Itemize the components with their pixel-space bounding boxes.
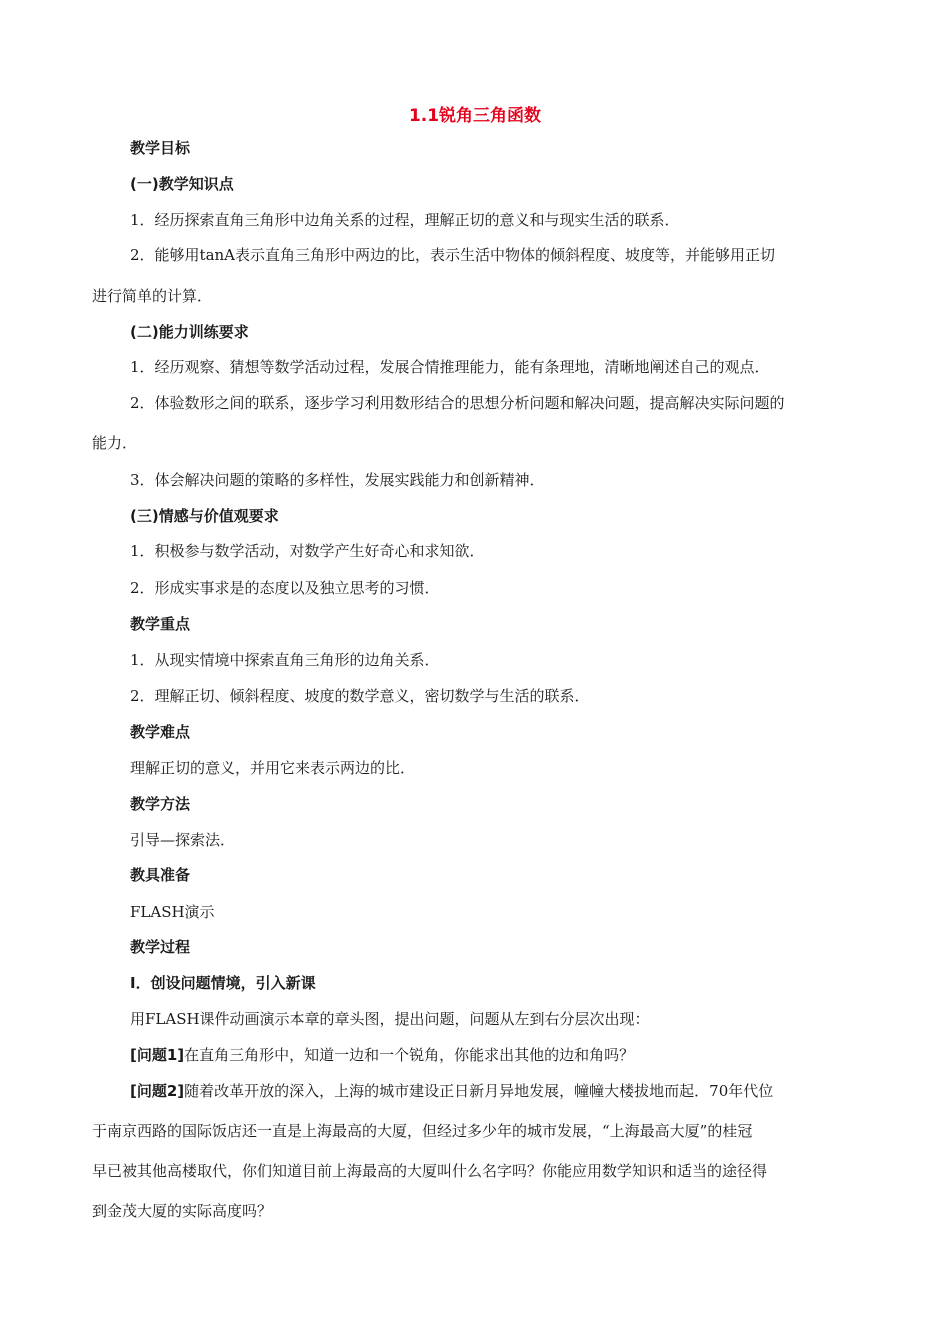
question-1-label: [问题1] xyxy=(130,1046,185,1064)
question-2-cont-1: 于南京西路的国际饭店还一直是上海最高的大厦，但经过多少年的城市发展，“上海最高大厦”的桂冠 xyxy=(92,1122,753,1140)
section-heading-objectives: 教学目标 xyxy=(130,139,191,157)
key-point-2: 2．理解正切、倾斜程度、坡度的数学意义，密切数学与生活的联系． xyxy=(130,687,590,705)
tools-item: FLASH演示 xyxy=(130,903,215,921)
process-part-1-heading: Ⅰ．创设问题情境，引入新课 xyxy=(130,974,316,992)
question-2-cont-3: 到金茂大厦的实际高度吗？ xyxy=(92,1202,273,1220)
question-1-text: 在直角三角形中，知道一边和一个锐角，你能求出其他的边和角吗？ xyxy=(184,1046,635,1064)
document-title: 1.1锐角三角函数 xyxy=(408,106,542,126)
key-point-1: 1．从现实情境中探索直角三角形的边角关系． xyxy=(130,651,440,669)
process-paragraph: 用FLASH课件动画演示本章的章头图，提出问题，问题从左到右分层次出现： xyxy=(130,1010,650,1028)
emotion-item-2: 2．形成实事求是的态度以及独立思考的习惯． xyxy=(130,579,440,597)
section-heading-method: 教学方法 xyxy=(130,795,191,813)
subheading-emotion: (三)情感与价值观要求 xyxy=(130,507,279,525)
question-2-label: [问题2] xyxy=(130,1082,185,1100)
knowledge-item-2: 2．能够用tanA表示直角三角形中两边的比，表示生活中物体的倾斜程度、坡度等，并能够用正切 xyxy=(130,246,776,264)
ability-item-2-cont: 能力． xyxy=(92,434,138,452)
section-heading-key-points: 教学重点 xyxy=(130,615,191,633)
knowledge-item-1: 1．经历探索直角三角形中边角关系的过程，理解正切的意义和与现实生活的联系． xyxy=(130,211,680,229)
section-heading-difficulty: 教学难点 xyxy=(130,723,191,741)
difficulty-item: 理解正切的意义，并用它来表示两边的比． xyxy=(130,759,416,777)
subheading-knowledge: (一)教学知识点 xyxy=(130,175,234,193)
question-1 xyxy=(130,1045,634,1065)
ability-item-3: 3．体会解决问题的策略的多样性，发展实践能力和创新精神． xyxy=(130,471,545,489)
section-heading-process: 教学过程 xyxy=(130,938,191,956)
question-2-text: 随着改革开放的深入，上海的城市建设正日新月异地发展，幢幢大楼拔地而起．70年代位 xyxy=(184,1082,774,1100)
knowledge-item-2-cont: 进行简单的计算． xyxy=(92,287,213,305)
emotion-item-1: 1．积极参与数学活动，对数学产生好奇心和求知欲． xyxy=(130,542,485,560)
question-2 xyxy=(130,1081,773,1101)
section-heading-tools: 教具准备 xyxy=(130,866,191,884)
question-2-cont-2: 早已被其他高楼取代，你们知道目前上海最高的大厦叫什么名字吗？你能应用数学知识和适当的途径得 xyxy=(92,1162,768,1180)
method-item: 引导—探索法． xyxy=(130,831,236,849)
subheading-ability: (二)能力训练要求 xyxy=(130,323,249,341)
ability-item-2: 2．体验数形之间的联系，逐步学习利用数形结合的思想分析问题和解决问题，提高解决实际问题的 xyxy=(130,394,785,412)
ability-item-1: 1．经历观察、猜想等数学活动过程，发展合情推理能力，能有条理地，清晰地阐述自己的观点． xyxy=(130,358,770,376)
